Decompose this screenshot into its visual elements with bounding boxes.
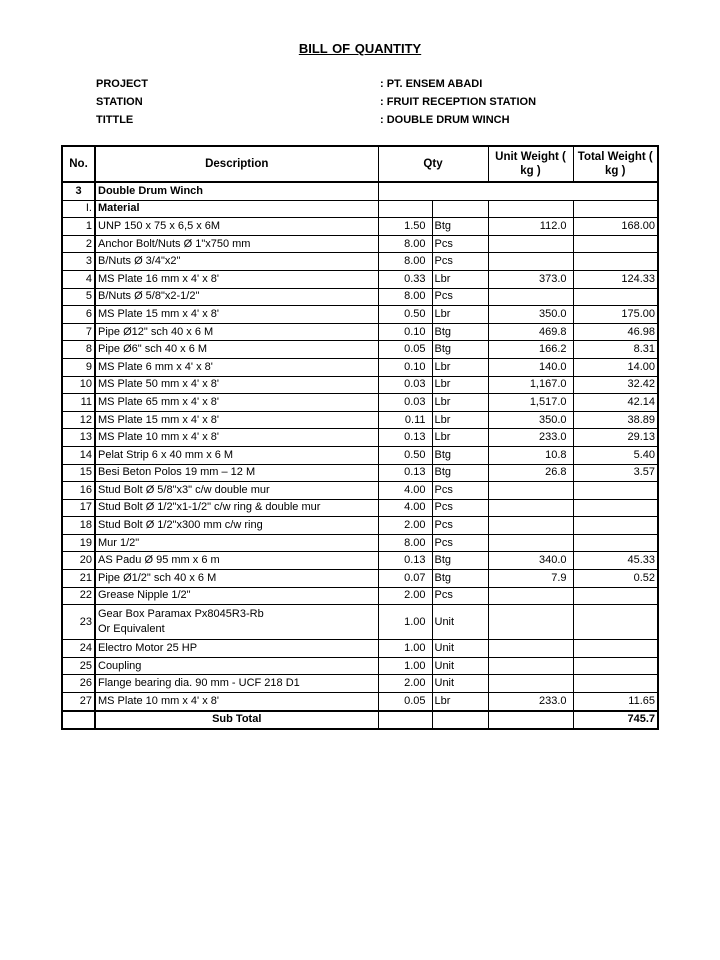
item-unit-weight: 10.8 bbox=[488, 446, 573, 464]
item-unit: Pcs bbox=[432, 235, 488, 253]
item-unit-weight: 340.0 bbox=[488, 552, 573, 570]
subtotal-label: Sub Total bbox=[95, 711, 378, 730]
item-description: Pelat Strip 6 x 40 mm x 6 M bbox=[95, 446, 378, 464]
item-unit-weight bbox=[488, 640, 573, 658]
item-qty: 8.00 bbox=[378, 534, 432, 552]
item-total-weight bbox=[573, 587, 658, 605]
item-qty: 2.00 bbox=[378, 675, 432, 693]
item-qty: 8.00 bbox=[378, 235, 432, 253]
section-row bbox=[62, 182, 658, 200]
item-description: Grease Nipple 1/2" bbox=[95, 587, 378, 605]
item-no: 4 bbox=[62, 270, 95, 288]
table-row bbox=[62, 482, 658, 500]
item-qty: 0.50 bbox=[378, 446, 432, 464]
item-total-weight: 124.33 bbox=[573, 270, 658, 288]
subsection-no: I. bbox=[62, 200, 95, 218]
item-no: 12 bbox=[62, 411, 95, 429]
item-description: Pipe Ø1/2" sch 40 x 6 M bbox=[95, 570, 378, 588]
item-description: Pipe Ø12" sch 40 x 6 M bbox=[95, 323, 378, 341]
item-description: Coupling bbox=[95, 657, 378, 675]
meta-value-station: : FRUIT RECEPTION STATION bbox=[380, 96, 537, 108]
item-description-line1: Gear Box Paramax Px8045R3-Rb bbox=[98, 608, 264, 621]
empty-cell bbox=[432, 711, 488, 730]
table-row bbox=[62, 499, 658, 517]
subtotal-row bbox=[62, 711, 658, 730]
table-row bbox=[62, 218, 658, 236]
meta-label-title: TITTLE bbox=[96, 114, 134, 126]
item-no: 19 bbox=[62, 534, 95, 552]
item-qty: 1.00 bbox=[378, 657, 432, 675]
item-description: Anchor Bolt/Nuts Ø 1"x750 mm bbox=[95, 235, 378, 253]
item-no: 22 bbox=[62, 587, 95, 605]
item-total-weight bbox=[573, 253, 658, 271]
item-unit: Lbr bbox=[432, 376, 488, 394]
item-no: 9 bbox=[62, 358, 95, 376]
item-no: 25 bbox=[62, 657, 95, 675]
item-unit: Pcs bbox=[432, 517, 488, 535]
table-row bbox=[62, 288, 658, 306]
item-unit-weight bbox=[488, 675, 573, 693]
item-description: MS Plate 10 mm x 4' x 8' bbox=[95, 429, 378, 447]
item-no: 3 bbox=[62, 253, 95, 271]
item-total-weight: 0.52 bbox=[573, 570, 658, 588]
item-unit: Btg bbox=[432, 341, 488, 359]
item-unit: Btg bbox=[432, 446, 488, 464]
meta-value-title: : DOUBLE DRUM WINCH bbox=[380, 114, 510, 126]
item-unit-weight: 1,517.0 bbox=[488, 394, 573, 412]
header-description: Description bbox=[95, 146, 378, 182]
item-unit: Unit bbox=[432, 605, 488, 640]
item-description: B/Nuts Ø 3/4"x2" bbox=[95, 253, 378, 271]
item-no: 18 bbox=[62, 517, 95, 535]
item-description: Electro Motor 25 HP bbox=[95, 640, 378, 658]
subtotal-value: 745.7 bbox=[573, 711, 658, 730]
item-description: Besi Beton Polos 19 mm – 12 M bbox=[95, 464, 378, 482]
item-no: 26 bbox=[62, 675, 95, 693]
item-unit: Pcs bbox=[432, 499, 488, 517]
item-qty: 0.13 bbox=[378, 552, 432, 570]
item-qty: 0.05 bbox=[378, 693, 432, 711]
item-description: MS Plate 6 mm x 4' x 8' bbox=[95, 358, 378, 376]
section-empty bbox=[378, 182, 658, 200]
item-no: 8 bbox=[62, 341, 95, 359]
item-description bbox=[95, 605, 378, 640]
table-row bbox=[62, 640, 658, 658]
empty-cell bbox=[378, 200, 432, 218]
item-no: 24 bbox=[62, 640, 95, 658]
table-row bbox=[62, 552, 658, 570]
item-total-weight: 5.40 bbox=[573, 446, 658, 464]
item-description: B/Nuts Ø 5/8"x2-1/2" bbox=[95, 288, 378, 306]
table-row bbox=[62, 517, 658, 535]
table-row bbox=[62, 605, 658, 640]
item-qty: 0.05 bbox=[378, 341, 432, 359]
item-description: AS Padu Ø 95 mm x 6 m bbox=[95, 552, 378, 570]
subsection-row bbox=[62, 200, 658, 218]
subsection-description: Material bbox=[95, 200, 378, 218]
item-description: MS Plate 15 mm x 4' x 8' bbox=[95, 306, 378, 324]
table-row bbox=[62, 341, 658, 359]
item-total-weight: 29.13 bbox=[573, 429, 658, 447]
item-qty: 0.10 bbox=[378, 358, 432, 376]
item-description: Stud Bolt Ø 1/2"x1-1/2" c/w ring & double mur bbox=[95, 499, 378, 517]
item-unit-weight bbox=[488, 517, 573, 535]
item-unit: Pcs bbox=[432, 534, 488, 552]
empty-cell bbox=[488, 711, 573, 730]
item-unit-weight: 469.8 bbox=[488, 323, 573, 341]
item-no: 11 bbox=[62, 394, 95, 412]
item-unit: Btg bbox=[432, 570, 488, 588]
item-total-weight bbox=[573, 605, 658, 640]
table-row bbox=[62, 446, 658, 464]
item-qty: 0.03 bbox=[378, 376, 432, 394]
item-qty: 0.13 bbox=[378, 429, 432, 447]
item-description: MS Plate 65 mm x 4' x 8' bbox=[95, 394, 378, 412]
item-unit-weight bbox=[488, 235, 573, 253]
table-row bbox=[62, 675, 658, 693]
item-unit: Btg bbox=[432, 464, 488, 482]
section-description: Double Drum Winch bbox=[95, 182, 378, 200]
table-row bbox=[62, 464, 658, 482]
meta-value-project: : PT. ENSEM ABADI bbox=[380, 78, 483, 90]
item-unit-weight: 233.0 bbox=[488, 693, 573, 711]
table-row bbox=[62, 358, 658, 376]
empty-cell bbox=[488, 200, 573, 218]
item-total-weight: 175.00 bbox=[573, 306, 658, 324]
item-no: 7 bbox=[62, 323, 95, 341]
table-row bbox=[62, 587, 658, 605]
item-no: 1 bbox=[62, 218, 95, 236]
item-unit: Lbr bbox=[432, 358, 488, 376]
item-unit: Pcs bbox=[432, 482, 488, 500]
item-description: MS Plate 50 mm x 4' x 8' bbox=[95, 376, 378, 394]
table-row bbox=[62, 323, 658, 341]
item-qty: 0.11 bbox=[378, 411, 432, 429]
item-qty: 0.33 bbox=[378, 270, 432, 288]
item-unit-weight bbox=[488, 253, 573, 271]
item-no: 27 bbox=[62, 693, 95, 711]
table-row bbox=[62, 570, 658, 588]
table-row bbox=[62, 253, 658, 271]
table-row bbox=[62, 693, 658, 711]
item-total-weight bbox=[573, 657, 658, 675]
table-header-row bbox=[62, 146, 658, 182]
item-total-weight bbox=[573, 675, 658, 693]
item-unit: Unit bbox=[432, 657, 488, 675]
empty-cell bbox=[62, 711, 95, 730]
item-unit: Pcs bbox=[432, 288, 488, 306]
item-description: Pipe Ø6" sch 40 x 6 M bbox=[95, 341, 378, 359]
header-total-weight: Total Weight ( kg ) bbox=[573, 146, 658, 182]
item-total-weight bbox=[573, 288, 658, 306]
item-total-weight bbox=[573, 482, 658, 500]
table-row bbox=[62, 235, 658, 253]
item-unit-weight: 373.0 bbox=[488, 270, 573, 288]
item-no: 6 bbox=[62, 306, 95, 324]
item-description-line2: Or Equivalent bbox=[98, 623, 165, 636]
table-row bbox=[62, 394, 658, 412]
item-qty: 1.00 bbox=[378, 640, 432, 658]
item-description: Flange bearing dia. 90 mm - UCF 218 D1 bbox=[95, 675, 378, 693]
item-unit: Lbr bbox=[432, 270, 488, 288]
item-no: 23 bbox=[62, 605, 95, 640]
empty-cell bbox=[573, 200, 658, 218]
header-qty: Qty bbox=[378, 146, 488, 182]
item-no: 10 bbox=[62, 376, 95, 394]
item-no: 15 bbox=[62, 464, 95, 482]
item-unit: Btg bbox=[432, 323, 488, 341]
item-description: MS Plate 15 mm x 4' x 8' bbox=[95, 411, 378, 429]
item-description: Stud Bolt Ø 5/8"x3" c/w double mur bbox=[95, 482, 378, 500]
document-title: BILL OF QUANTITY bbox=[298, 41, 422, 56]
item-description: Stud Bolt Ø 1/2"x300 mm c/w ring bbox=[95, 517, 378, 535]
item-total-weight: 168.00 bbox=[573, 218, 658, 236]
item-no: 21 bbox=[62, 570, 95, 588]
empty-cell bbox=[378, 711, 432, 730]
table-row bbox=[62, 534, 658, 552]
item-total-weight bbox=[573, 235, 658, 253]
item-qty: 1.50 bbox=[378, 218, 432, 236]
item-qty: 0.10 bbox=[378, 323, 432, 341]
item-no: 5 bbox=[62, 288, 95, 306]
item-unit: Lbr bbox=[432, 693, 488, 711]
item-unit-weight: 233.0 bbox=[488, 429, 573, 447]
item-no: 17 bbox=[62, 499, 95, 517]
item-unit: Lbr bbox=[432, 306, 488, 324]
item-unit-weight: 112.0 bbox=[488, 218, 573, 236]
table-row bbox=[62, 270, 658, 288]
item-no: 16 bbox=[62, 482, 95, 500]
item-unit-weight bbox=[488, 288, 573, 306]
table-row bbox=[62, 411, 658, 429]
item-total-weight: 8.31 bbox=[573, 341, 658, 359]
item-total-weight: 46.98 bbox=[573, 323, 658, 341]
item-qty: 2.00 bbox=[378, 517, 432, 535]
item-unit-weight: 350.0 bbox=[488, 411, 573, 429]
bill-of-quantity-table bbox=[61, 145, 659, 730]
item-qty: 0.03 bbox=[378, 394, 432, 412]
item-no: 2 bbox=[62, 235, 95, 253]
item-total-weight: 38.89 bbox=[573, 411, 658, 429]
item-unit: Btg bbox=[432, 218, 488, 236]
item-qty: 8.00 bbox=[378, 288, 432, 306]
item-qty: 2.00 bbox=[378, 587, 432, 605]
item-unit: Pcs bbox=[432, 587, 488, 605]
item-total-weight bbox=[573, 640, 658, 658]
table-row bbox=[62, 376, 658, 394]
item-unit-weight: 1,167.0 bbox=[488, 376, 573, 394]
item-total-weight: 11.65 bbox=[573, 693, 658, 711]
item-description: UNP 150 x 75 x 6,5 x 6M bbox=[95, 218, 378, 236]
section-no: 3 bbox=[62, 182, 95, 200]
header-no: No. bbox=[62, 146, 95, 182]
meta-label-project: PROJECT bbox=[96, 78, 148, 90]
item-total-weight bbox=[573, 534, 658, 552]
item-unit-weight bbox=[488, 534, 573, 552]
table-row bbox=[62, 657, 658, 675]
item-unit: Unit bbox=[432, 640, 488, 658]
item-description: Mur 1/2" bbox=[95, 534, 378, 552]
item-no: 14 bbox=[62, 446, 95, 464]
item-qty: 0.50 bbox=[378, 306, 432, 324]
table-row bbox=[62, 306, 658, 324]
item-unit-weight bbox=[488, 657, 573, 675]
item-unit-weight bbox=[488, 499, 573, 517]
item-unit: Lbr bbox=[432, 429, 488, 447]
item-no: 20 bbox=[62, 552, 95, 570]
item-unit-weight bbox=[488, 482, 573, 500]
item-unit-weight: 350.0 bbox=[488, 306, 573, 324]
item-total-weight: 32.42 bbox=[573, 376, 658, 394]
item-unit-weight: 166.2 bbox=[488, 341, 573, 359]
table-row bbox=[62, 429, 658, 447]
item-unit-weight: 140.0 bbox=[488, 358, 573, 376]
meta-label-station: STATION bbox=[96, 96, 143, 108]
item-description: MS Plate 10 mm x 4' x 8' bbox=[95, 693, 378, 711]
item-description: MS Plate 16 mm x 4' x 8' bbox=[95, 270, 378, 288]
item-unit-weight bbox=[488, 587, 573, 605]
header-unit-weight: Unit Weight ( kg ) bbox=[488, 146, 573, 182]
empty-cell bbox=[432, 200, 488, 218]
item-unit: Lbr bbox=[432, 394, 488, 412]
item-qty: 0.07 bbox=[378, 570, 432, 588]
item-total-weight bbox=[573, 517, 658, 535]
item-total-weight: 3.57 bbox=[573, 464, 658, 482]
item-qty: 0.13 bbox=[378, 464, 432, 482]
item-qty: 1.00 bbox=[378, 605, 432, 640]
item-qty: 4.00 bbox=[378, 482, 432, 500]
item-unit-weight: 7.9 bbox=[488, 570, 573, 588]
item-no: 13 bbox=[62, 429, 95, 447]
item-unit: Unit bbox=[432, 675, 488, 693]
item-total-weight: 45.33 bbox=[573, 552, 658, 570]
item-qty: 4.00 bbox=[378, 499, 432, 517]
item-unit-weight bbox=[488, 605, 573, 640]
item-total-weight: 42.14 bbox=[573, 394, 658, 412]
item-unit-weight: 26.8 bbox=[488, 464, 573, 482]
item-unit: Btg bbox=[432, 552, 488, 570]
item-total-weight: 14.00 bbox=[573, 358, 658, 376]
item-qty: 8.00 bbox=[378, 253, 432, 271]
item-total-weight bbox=[573, 499, 658, 517]
item-unit: Lbr bbox=[432, 411, 488, 429]
item-unit: Pcs bbox=[432, 253, 488, 271]
